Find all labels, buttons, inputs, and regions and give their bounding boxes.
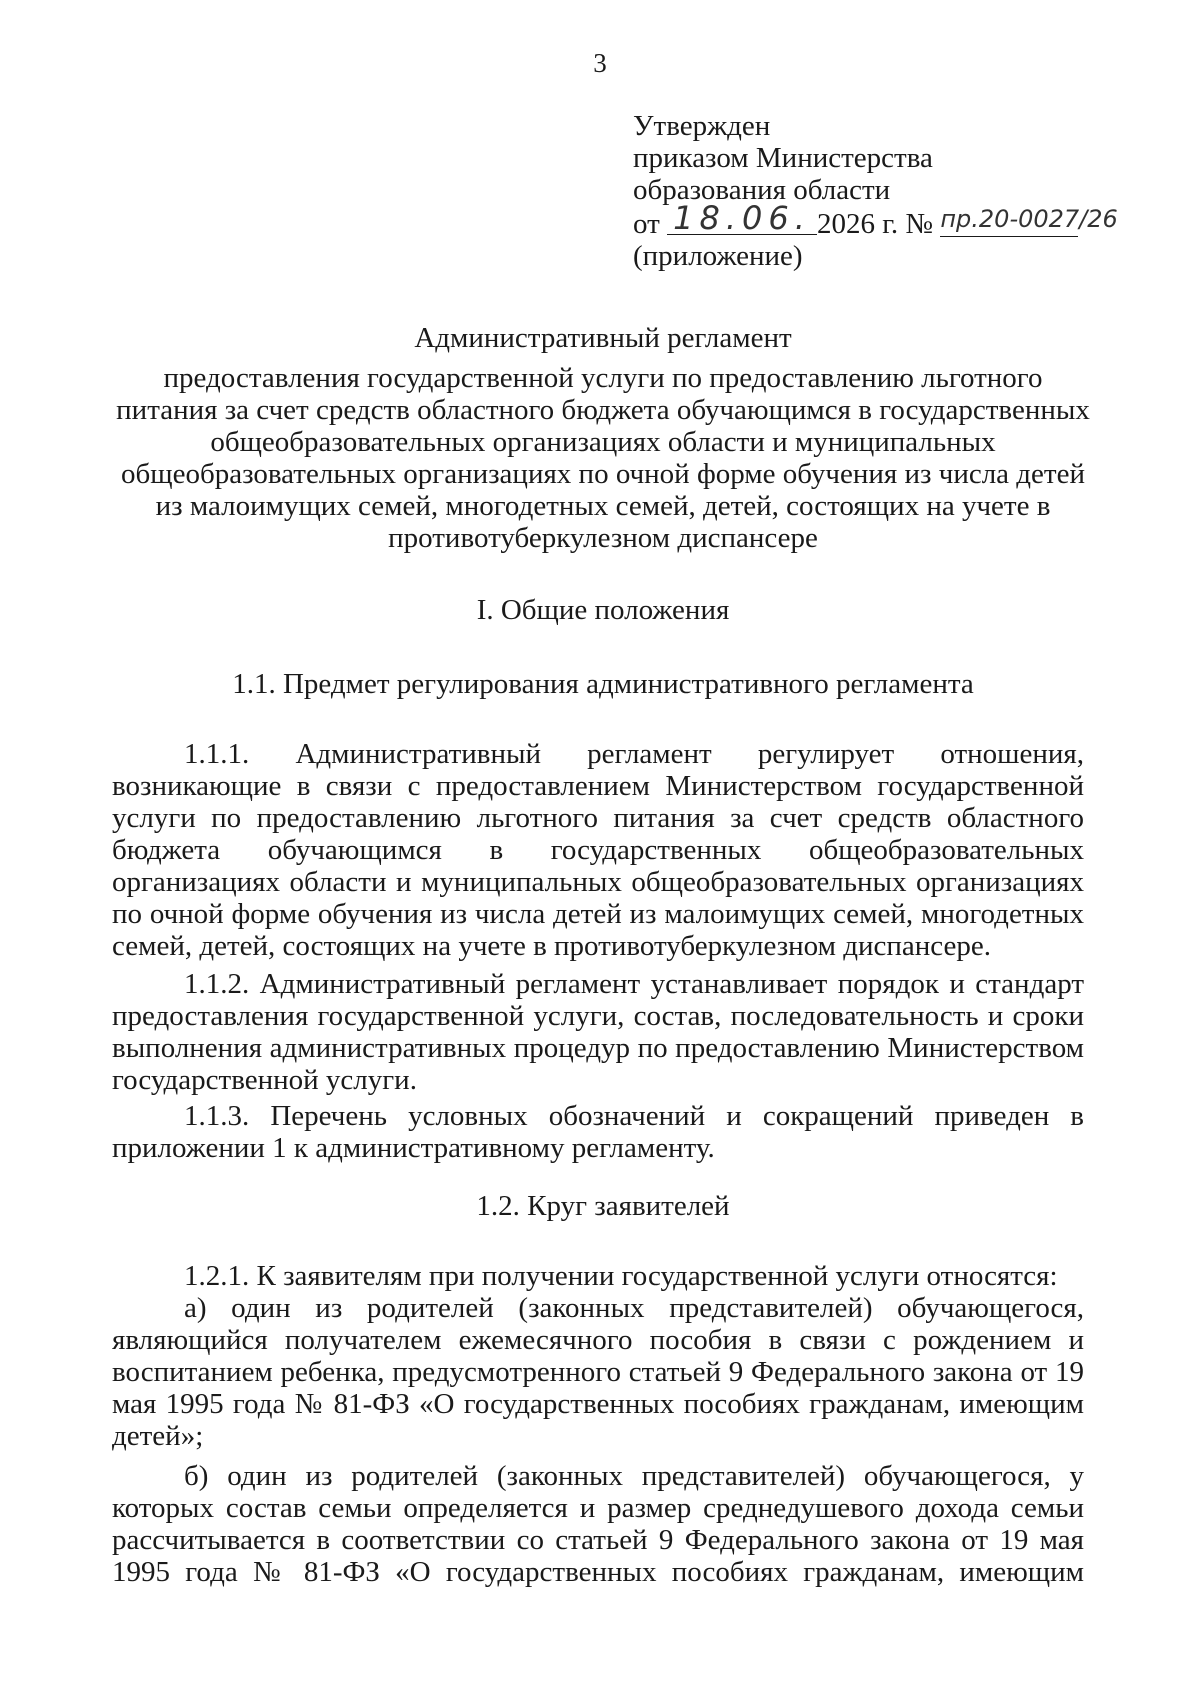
- document-subtitle: предоставления государственной услуги по предоставлению льготного питания за счет средств областного бюджета обучающимся в государственных общеобразовательных организациях области и муниципальных общеобразовательных организациях по очной форме обучения из числа детей из малоимущих семей, многодетных семей, детей, состоящих на учете в противотуберкулезном диспансере: [116, 362, 1090, 554]
- handwritten-order-number: пр.20-0027/26: [940, 205, 1118, 233]
- approval-stamp-block: [633, 110, 1118, 272]
- handwritten-date: 18.06.: [673, 199, 811, 237]
- approval-line-date: [633, 199, 1118, 240]
- order-number-fill-line: [940, 205, 1118, 237]
- date-fill-line: [667, 199, 817, 237]
- document-title-block: [112, 322, 1094, 554]
- date-prefix: от: [633, 208, 660, 240]
- paragraph-1-1-1: 1.1.1. Административный регламент регулирует отношения, возникающие в связи с предоставлением Министерством государственной услуги по предоставлению льготного питания за счет средств областного бюджета обучающимся в государственных общеобразовательных организациях области и муниципальных общеобразовательных организациях по очной форме обучения из числа детей из малоимущих семей, многодетных семей, детей, состоящих на учете в противотуберкулезном диспансере.: [112, 738, 1084, 962]
- year-and-number-label: 2026 г. №: [817, 208, 934, 240]
- paragraph-item-b: б) один из родителей (законных представителей) обучающегося, у которых состав семьи определяется и размер среднедушевого дохода семьи рассчитывается в соответствии со статьей 9 Федерального закона от 19 мая 1995 года № 81-ФЗ «О государственных пособиях гражданам, имеющим: [112, 1460, 1084, 1588]
- approval-line-approved: Утвержден: [633, 110, 771, 142]
- approval-line-appendix: (приложение): [633, 240, 803, 272]
- document-title: Административный регламент: [414, 322, 792, 354]
- approval-line-order: приказом Министерства: [633, 142, 933, 174]
- paragraph-item-a: а) один из родителей (законных представителей) обучающегося, являющийся получателем ежемесячного пособия в связи с рождением и воспитанием ребенка, предусмотренного статьей 9 Федерального закона от 19 мая 1995 года № 81-ФЗ «О государственных пособиях гражданам, имеющим детей»;: [112, 1292, 1084, 1452]
- paragraph-1-1-3: 1.1.3. Перечень условных обозначений и сокращений приведен в приложении 1 к административному регламенту.: [112, 1100, 1084, 1164]
- section-heading-applicants: 1.2. Круг заявителей: [476, 1190, 730, 1222]
- section-heading-general: I. Общие положения: [476, 594, 730, 626]
- paragraph-1-1-2: 1.1.2. Административный регламент устанавливает порядок и стандарт предоставления государственной услуги, состав, последовательность и сроки выполнения административных процедур по предоставлению Министерством государственной услуги.: [112, 968, 1084, 1096]
- approval-line-ministry: образования области: [633, 174, 891, 206]
- page-number: 3: [593, 48, 607, 78]
- section-heading-subject: 1.1. Предмет регулирования административного регламента: [232, 668, 974, 700]
- paragraph-1-2-1: 1.2.1. К заявителям при получении государственной услуги относятся:: [184, 1260, 1058, 1292]
